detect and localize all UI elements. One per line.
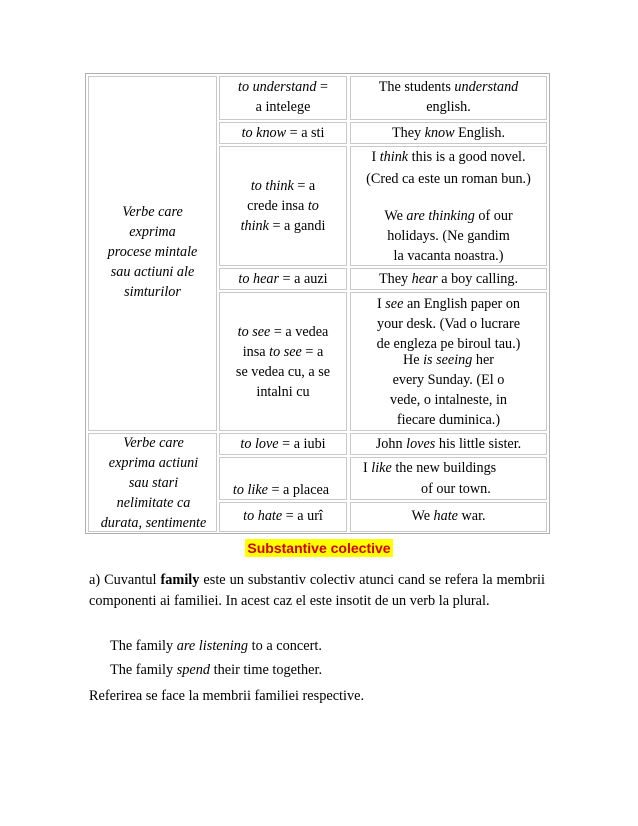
verb-cell-see [219,292,347,431]
verb-cell-hear [219,268,347,290]
ex-hate-a: We [411,508,434,524]
ex-understand-b: understand [454,79,519,95]
section-title-wrap [0,540,638,558]
example-cell-hate [350,502,547,532]
ex-like-b: like [371,460,392,476]
example-cell-understand [350,76,547,120]
ex-thinking-line3: la vacanta noastra.) [393,248,504,264]
p1-start: a) Cuvantul [89,572,161,588]
verb-think-think: think [240,218,269,234]
ex-know-b: know [424,125,455,141]
verb-understand: to understand [238,79,317,95]
group1-line3: procese mintale [107,244,198,260]
verb-see-tosee: to see [269,344,302,360]
group2-line4: nelimitate ca [116,495,191,511]
ex-see-c: an English paper on [403,296,521,312]
verb-see-ro: = a vedea [270,324,329,340]
ex-thinking-c: of our [474,208,513,224]
example-cell-love [350,433,547,455]
verb-love: to love [240,436,279,452]
ex-think-a: I [371,149,380,165]
ex-seeing-line3: vede, o intalneste, in [389,392,507,408]
example-listening [110,636,322,656]
group1-line4: sau actiuni ale [110,264,195,280]
group2-line3: sau stari [128,475,179,491]
ex2-a: The family [110,662,177,678]
verb-see-insa: insa [242,344,270,360]
ex-thinking-line2: holidays. (Ne gandim [387,228,510,244]
ex-see-b: see [385,296,404,312]
ex-understand-c: english. [426,99,471,115]
ex-seeing-c: her [472,352,495,368]
p1-rest: este un substantiv colectiv atunci cand se refera la membrii componenti ai familiei. In acest caz el este insotit de un verb la plural. [89,572,545,609]
ex-know-a: They [391,125,425,141]
ex-love-a: John [375,436,407,452]
ex1-b: are listening [176,638,249,654]
verb-cell-understand [219,76,347,120]
ex-seeing-a: He [402,352,424,368]
example-cell-know [350,122,547,144]
ex-hear-c: a boy calling. [437,271,519,287]
ex-hate-c: war. [457,508,486,524]
ex1-c: to a concert. [248,638,322,654]
ex-like-a: I [363,460,372,476]
example-cell-see [350,292,547,431]
group1-line1: Verbe care [122,204,183,220]
ex-seeing-line4: fiecare duminica.) [396,412,501,428]
ex-see-line3: de engleza pe biroul tau.) [376,336,521,352]
group2-line5: durata, sentimente [100,515,207,531]
verb-cell-love [219,433,347,455]
ex-see-a: I [376,296,386,312]
ex-seeing-b: is seeing [423,352,473,368]
ex-hear-b: hear [411,271,438,287]
verb-cell-hate [219,502,347,532]
verb-think: to think [250,178,294,194]
verb-cell-think [219,146,347,266]
verb-think-to: to [307,198,319,214]
ex1-a: The family [110,638,177,654]
group1-line2: exprima [129,224,176,240]
ex-think-b: think [379,149,409,165]
verb-think-ro2: = a gandi [268,218,326,234]
ex-think-c: this is a good novel. [408,149,526,165]
verb-see-line3: se vedea cu, a se [235,364,331,380]
ex-hate-b: hate [433,508,458,524]
verb-understand-ro: a intelege [255,99,311,115]
example-spend [110,660,322,680]
verb-hear-ro: = a auzi [279,271,328,287]
verb-like: to like [232,482,268,498]
ex-hear-a: They [378,271,412,287]
verb-hate: to hate [243,508,283,524]
group2-line2: exprima actiuni [108,455,199,471]
example-cell-like [350,457,547,500]
example-cell-hear [350,268,547,290]
verb-like-ro: = a placea [267,482,330,498]
p1-family-bold: family [160,572,200,588]
verb-understand-eq: = [316,79,328,95]
verb-hate-ro: = a urî [282,508,323,524]
paragraph-family [89,570,545,611]
group1-line5: simturilor [124,284,181,300]
ex-know-c: English. [454,125,506,141]
ex-like-c: the new buildings [391,460,497,476]
verb-think-eq: = a [293,178,316,194]
ex-like-line2: of our town. [421,481,491,497]
group-cell-states [88,433,217,532]
ex2-c: their time together. [210,662,323,678]
verb-love-ro: = a iubi [278,436,326,452]
section-title: Substantive colective [247,540,391,556]
verb-know: to know [241,125,287,141]
verb-see-line4: intalni cu [256,384,310,400]
verb-see-eq: = a [301,344,324,360]
verb-cell-like [219,457,347,500]
ex-understand-a: The students [378,79,455,95]
ex-see-line2: your desk. (Vad o lucrare [376,316,520,332]
group-cell-mental [88,76,217,431]
verb-hear: to hear [238,271,279,287]
ex-thinking-a: We [384,208,407,224]
example-cell-think [350,146,547,266]
verb-know-ro: = a sti [286,125,325,141]
ex-seeing-line2: every Sunday. (El o [392,372,505,388]
group2-line1: Verbe care [123,435,184,451]
ex-thinking-b: are thinking [406,208,475,224]
verb-think-ro1: crede insa [247,198,308,214]
verb-see: to see [237,324,271,340]
paragraph-reference: Referirea se face la membrii familiei respective. [89,688,365,704]
ex-think-translation: (Cred ca este un roman bun.) [366,171,531,187]
ex2-b: spend [176,662,211,678]
verb-cell-know [219,122,347,144]
ex-love-b: loves [406,436,436,452]
ex-love-c: his little sister. [435,436,522,452]
